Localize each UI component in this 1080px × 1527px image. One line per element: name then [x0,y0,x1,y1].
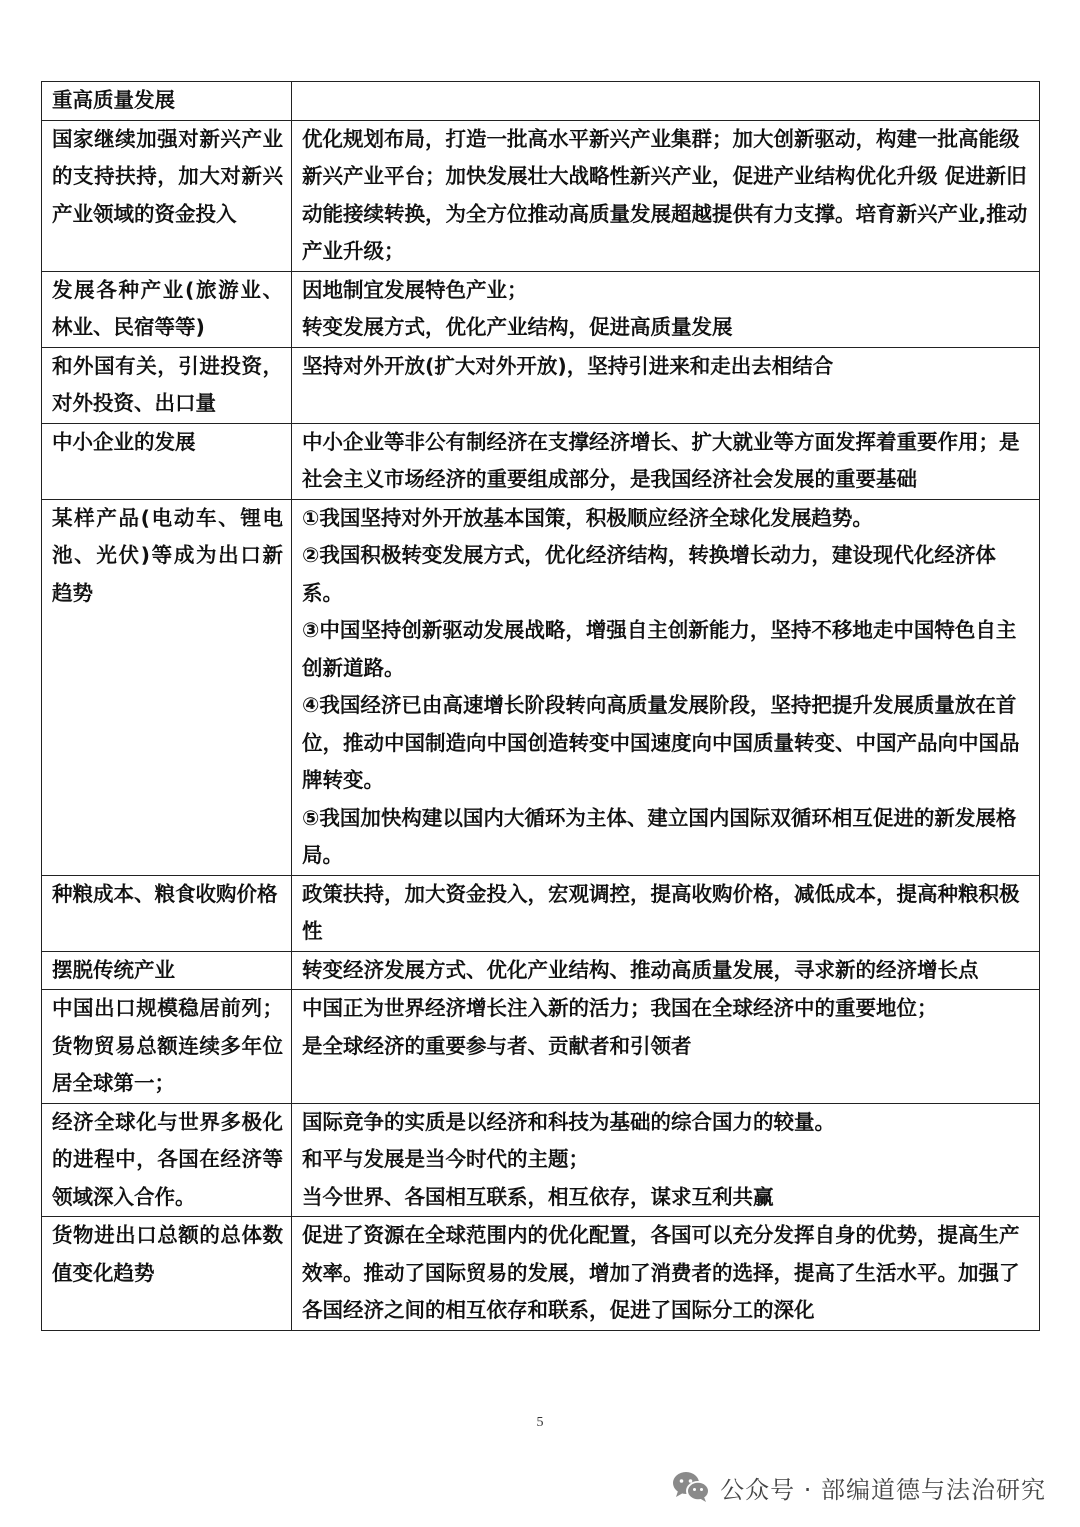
topic-text: 中国出口规模稳居前列；货物贸易总额连续多年位居全球第一； [52,996,283,1095]
table-row [42,271,1040,347]
content-table [41,81,1040,1331]
answer-line: ③中国坚持创新驱动发展战略，增强自主创新能力，坚持不移地走中国特色自主创新道路。 [302,618,1017,680]
table-row [42,990,1040,1104]
topic-text: 某样产品(电动车、锂电池、光伏)等成为出口新趋势 [52,505,283,605]
answer-line: 因地制宜发展特色产业； [302,277,528,302]
topic-cell [42,1103,292,1217]
topic-text: 摆脱传统产业 [52,957,175,982]
answer-line: 优化规划布局，打造一批高水平新兴产业集群；加大创新驱动，构建一批高能级新兴产业平台；加快发展壮大战略性新兴产业，促进产业结构优化升级 促进新旧动能接续转换，为全方位推动高质量发展超越提供有力支撑。培育新兴产业,推动产业升级； [302,126,1028,263]
answer-cell [292,990,1040,1104]
answer-line: 促进了资源在全球范围内的优化配置，各国可以充分发挥自身的优势，提高生产效率。推动了国际贸易的发展，增加了消费者的选择，提高了生活水平。加强了各国经济之间的相互依存和联系，促进了国际分工的深化 [302,1223,1020,1322]
topic-text: 重高质量发展 [52,88,175,112]
answer-line: ⑤我国加快构建以国内大循环为主体、建立国内国际双循环相互促进的新发展格局。 [302,805,1017,867]
answer-cell [292,82,1040,121]
answer-cell [292,347,1040,423]
table-row [42,951,1040,990]
answer-cell [292,423,1040,499]
answer-line: 和平与发展是当今时代的主题； [302,1147,589,1171]
answer-line: 中国正为世界经济增长注入新的活力；我国在全球经济中的重要地位； [302,996,938,1020]
wechat-icon [672,1470,710,1504]
table-body [42,82,1040,1331]
answer-line: 当今世界、各国相互联系，相互依存，谋求互利共赢 [302,1184,774,1209]
wechat-watermark [672,1467,1046,1507]
topic-text: 发展各种产业(旅游业、林业、民宿等等) [52,277,283,339]
answer-cell [292,1217,1040,1331]
watermark-text: 公众号 · 部编道德与法治研究 [720,1475,1046,1504]
topic-text: 国家继续加强对新兴产业的支持扶持，加大对新兴产业领域的资金投入 [52,126,283,226]
topic-cell [42,951,292,990]
answer-line: 转变发展方式，优化产业结构，促进高质量发展 [302,315,733,339]
table-row [42,1103,1040,1217]
topic-cell [42,82,292,121]
topic-cell [42,271,292,347]
answer-line: 坚持对外开放(扩大对外开放)，坚持引进来和走出去相结合 [302,353,834,378]
answer-line: 转变经济发展方式、优化产业结构、推动高质量发展，寻求新的经济增长点 [302,957,979,982]
answer-cell [292,499,1040,875]
topic-text: 种粮成本、粮食收购价格 [52,881,278,906]
answer-cell [292,875,1040,951]
topic-cell [42,423,292,499]
table-row [42,499,1040,875]
answer-cell [292,271,1040,347]
topic-cell [42,990,292,1104]
answer-line: 政策扶持，加大资金投入，宏观调控，提高收购价格，减低成本，提高种粮积极性 [302,881,1020,943]
page-number: 5 [536,1415,544,1430]
table-row [42,347,1040,423]
topic-cell [42,1217,292,1331]
table-row [42,875,1040,951]
answer-cell [292,120,1040,271]
answer-line: ④我国经济已由高速增长阶段转向高质量发展阶段，坚持把提升发展质量放在首位，推动中国制造向中国创造转变中国速度向中国质量转变、中国产品向中国品牌转变。 [302,693,1020,792]
topic-cell [42,347,292,423]
topic-cell [42,499,292,875]
table-row [42,423,1040,499]
topic-cell [42,875,292,951]
topic-cell [42,120,292,271]
topic-text: 和外国有关，引进投资，对外投资、出口量 [52,353,283,415]
answer-line: ①我国坚持对外开放基本国策，积极顺应经济全球化发展趋势。 [302,505,873,530]
answer-line: 国际竞争的实质是以经济和科技为基础的综合国力的较量。 [302,1109,835,1134]
answer-line: ②我国积极转变发展方式，优化经济结构，转换增长动力，建设现代化经济体系。 [302,543,996,605]
table-row [42,1217,1040,1331]
answer-line: 是全球经济的重要参与者、贡献者和引领者 [302,1033,692,1058]
topic-text: 经济全球化与世界多极化的进程中，各国在经济等领域深入合作。 [52,1109,283,1209]
topic-text: 货物进出口总额的总体数值变化趋势 [52,1223,283,1285]
table-row [42,82,1040,121]
answer-cell [292,951,1040,990]
answer-cell [292,1103,1040,1217]
topic-text: 中小企业的发展 [52,429,196,454]
answer-line: 中小企业等非公有制经济在支撑经济增长、扩大就业等方面发挥着重要作用；是社会主义市场经济的重要组成部分，是我国经济社会发展的重要基础 [302,429,1020,491]
table-row [42,120,1040,271]
